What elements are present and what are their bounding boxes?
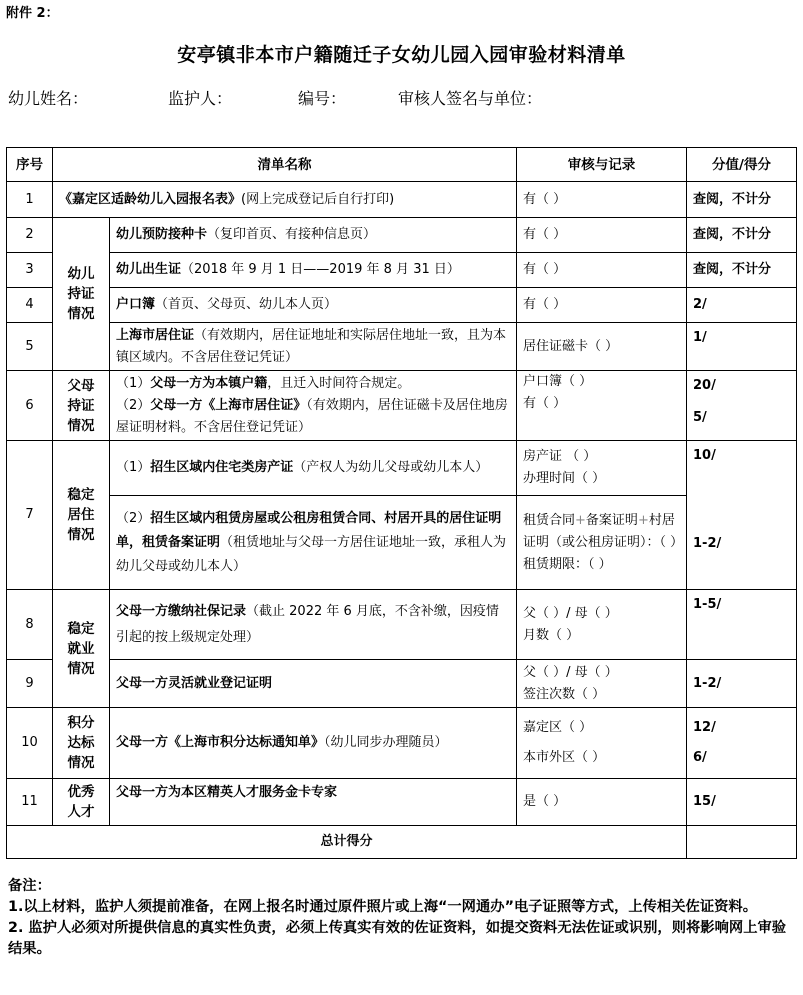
row-no: 8 — [7, 590, 53, 660]
row-score — [687, 441, 797, 590]
record-line: 签注次数（ ） — [523, 686, 606, 702]
item-prefix: （2） — [116, 397, 151, 413]
item-bold: 上海市居住证 — [116, 327, 195, 343]
row-score: 查阅，不计分 — [687, 182, 797, 218]
item-prefix: （2） — [116, 510, 151, 526]
row-no: 1 — [7, 182, 53, 218]
row-no: 3 — [7, 253, 53, 288]
header-score: 分值/得分 — [687, 148, 797, 182]
row-record — [517, 496, 687, 590]
row-record: 有（ ） — [517, 182, 687, 218]
notes-section — [8, 876, 798, 960]
item-prefix: （1） — [116, 375, 151, 391]
item-note: （2018 年 9 月 1 日——2019 年 8 月 31 日） — [181, 262, 460, 277]
notes-heading: 备注： — [8, 878, 51, 894]
group-line: 积分 — [67, 715, 95, 731]
row-record — [517, 590, 687, 660]
record-line: 有（ ） — [523, 396, 567, 411]
group-employment — [53, 590, 110, 708]
item-bold: 户口簿 — [116, 297, 156, 312]
record-text: 租赁合同 — [523, 512, 576, 528]
group-line: 优秀 — [67, 784, 95, 800]
group-line: 幼儿 — [67, 266, 95, 282]
row-no: 4 — [7, 288, 53, 323]
row-score — [687, 708, 797, 779]
row-item — [110, 253, 517, 288]
item-bold: 幼儿出生证 — [116, 262, 182, 277]
item-note: ，且迁入时间符合规定。 — [267, 375, 411, 391]
row-record: 有（ ） — [517, 288, 687, 323]
item-bold: 招生区域内租赁房屋或公租房租赁合同、村居开具的居住证明单，租赁备案证明 — [116, 510, 502, 550]
record-line: 嘉定区（ ） — [523, 720, 593, 735]
table-row — [7, 288, 797, 323]
row-item — [110, 590, 517, 660]
row-score: 1-5/ — [687, 590, 797, 660]
table-row — [7, 496, 797, 590]
record-text: 备案证明 — [585, 512, 638, 528]
row-score: 查阅，不计分 — [687, 253, 797, 288]
record-line: 房产证 （ ） — [523, 449, 597, 464]
row-item — [110, 218, 517, 253]
row-no: 9 — [7, 660, 53, 708]
header-name: 清单名称 — [53, 148, 517, 182]
score-line: 12/ — [693, 720, 716, 735]
row-no: 11 — [7, 779, 53, 826]
group-line: 稳定 — [67, 620, 95, 637]
record-line: 月数（ ） — [523, 627, 580, 643]
group-line: 父母 — [67, 377, 95, 394]
group-points — [53, 708, 110, 779]
record-line: 父（ ）/ 母（ ） — [523, 664, 618, 680]
item-note: （复印首页、有接种信息页） — [207, 227, 377, 242]
group-line: 情况 — [67, 306, 95, 322]
item-bold: 招生区域内住宅类房产证 — [150, 460, 294, 475]
item-note: （有效期内，居住证地址和实际居住地址一致，且为本镇区域内。不含居住登记凭证） — [116, 327, 507, 365]
item-bold: 《嘉定区适龄幼儿入园报名表》 — [59, 191, 242, 207]
table-row — [7, 441, 797, 496]
item-line — [116, 373, 510, 395]
row-record: 有（ ） — [517, 253, 687, 288]
record-line: 户口簿（ ） — [523, 374, 593, 389]
record-line — [523, 510, 684, 554]
table-row — [7, 218, 797, 253]
header-record: 审核与记录 — [517, 148, 687, 182]
item-bold: 父母一方缴纳社保记录 — [116, 603, 247, 619]
row-score: 1-2/ — [687, 660, 797, 708]
item-note: (网上完成登记后自行打印) — [241, 191, 395, 207]
score-line: 6/ — [693, 750, 707, 765]
record-line: 办理时间（ ） — [523, 471, 606, 486]
plus-sign: + — [637, 512, 649, 528]
row-score — [687, 371, 797, 441]
item-note: （幼儿同步办理随员） — [324, 735, 448, 750]
group-line: 情况 — [67, 527, 95, 543]
row-item — [110, 441, 517, 496]
table-row — [7, 371, 797, 441]
row-record — [517, 441, 687, 496]
reviewer-label: 审核人签名与单位： — [398, 89, 543, 108]
item-bold: 父母一方为本镇户籍 — [150, 375, 268, 391]
table-row — [7, 660, 797, 708]
item-note: （截止 2022 年 6 月底，不含补缴，因疫情引起的按上级规定处理） — [116, 603, 499, 645]
item-note: （产权人为幼儿父母或幼儿本人） — [293, 460, 489, 475]
table-row — [7, 323, 797, 371]
total-row — [7, 826, 797, 859]
record-text: 村居证明（或公租房证明）：（ ） — [523, 512, 684, 550]
item-bold: 父母一方灵活就业登记证明 — [116, 675, 273, 691]
note-2: 2. 监护人必须对所提供信息的真实性负责，必须上传真实有效的佐证资料，如提交资料无法佐证或识别，则将影响网上审验结果。 — [8, 920, 787, 957]
row-item — [110, 660, 517, 708]
table-row — [7, 779, 797, 826]
row-item — [53, 182, 517, 218]
child-name-label: 幼儿姓名： — [8, 89, 89, 108]
group-talent — [53, 779, 110, 826]
group-line: 情况 — [67, 660, 95, 677]
plus-sign: + — [575, 512, 586, 528]
group-line: 就业 — [67, 640, 95, 657]
row-score: 2/ — [687, 288, 797, 323]
row-no: 6 — [7, 371, 53, 441]
score-line: 1-2/ — [693, 536, 722, 551]
group-line: 持证 — [67, 397, 95, 414]
row-record: 是（ ） — [517, 779, 687, 826]
note-1: 1.以上材料，监护人须提前准备，在网上报名时通过原件照片或上海“一网通办”电子证照等方式，上传相关佐证资料。 — [8, 899, 758, 915]
row-record: 居住证磁卡（ ） — [517, 323, 687, 371]
record-line: 本市外区（ ） — [523, 750, 606, 765]
page-title: 安亭镇非本市户籍随迁子女幼儿园入园审验材料清单 — [177, 44, 626, 66]
group-line: 持证 — [67, 286, 95, 302]
row-score: 查阅，不计分 — [687, 218, 797, 253]
group-line: 稳定 — [67, 487, 95, 503]
group-line: 情况 — [67, 755, 95, 771]
row-no: 5 — [7, 323, 53, 371]
guardian-label: 监护人： — [168, 89, 233, 108]
row-item — [110, 371, 517, 441]
item-bold: 父母一方为本区精英人才服务金卡专家 — [116, 785, 338, 800]
row-item — [110, 779, 517, 826]
item-bold: 幼儿预防接种卡 — [116, 227, 208, 242]
item-note: （首页、父母页、幼儿本人页） — [155, 297, 338, 312]
row-no: 2 — [7, 218, 53, 253]
row-score: 1/ — [687, 323, 797, 371]
group-line: 居住 — [67, 507, 95, 523]
row-record: 有（ ） — [517, 218, 687, 253]
item-note: （有效期内，居住证磁卡及居住地房屋证明材料。不含居住登记凭证） — [116, 397, 508, 435]
row-no: 10 — [7, 708, 53, 779]
total-score — [687, 826, 797, 859]
score-line: 5/ — [693, 410, 707, 425]
group-line: 达标 — [67, 735, 95, 751]
item-note: （租赁地址与父母一方居住证地址一致，承租人为幼儿父母或幼儿本人） — [116, 534, 507, 574]
group-line: 人才 — [67, 804, 95, 820]
table-row — [7, 708, 797, 779]
row-record — [517, 660, 687, 708]
row-item — [110, 323, 517, 371]
row-no: 7 — [7, 441, 53, 590]
row-item — [110, 496, 517, 590]
row-score: 15/ — [687, 779, 797, 826]
item-prefix: （1） — [116, 460, 151, 475]
header-no: 序号 — [7, 148, 53, 182]
row-record — [517, 371, 687, 441]
record-line: 租赁期限：（ ） — [523, 556, 612, 572]
group-parent — [53, 371, 110, 441]
annex-label: 附件 2： — [6, 6, 59, 21]
table-row — [7, 590, 797, 660]
item-line — [116, 395, 510, 439]
score-line: 20/ — [693, 378, 716, 393]
total-label: 总计得分 — [7, 826, 687, 859]
row-item — [110, 288, 517, 323]
row-item — [110, 708, 517, 779]
row-record — [517, 708, 687, 779]
table-row — [7, 253, 797, 288]
score-line: 10/ — [693, 448, 716, 463]
item-bold: 父母一方《上海市居住证》 — [150, 397, 307, 413]
table-header-row — [7, 148, 797, 182]
group-child — [53, 218, 110, 371]
materials-table — [6, 147, 797, 859]
table-row — [7, 182, 797, 218]
number-label: 编号： — [298, 89, 347, 108]
group-line: 情况 — [67, 417, 95, 434]
item-bold: 父母一方《上海市积分达标通知单》 — [116, 735, 325, 750]
record-line: 父（ ）/ 母（ ） — [523, 605, 618, 621]
group-residence — [53, 441, 110, 590]
